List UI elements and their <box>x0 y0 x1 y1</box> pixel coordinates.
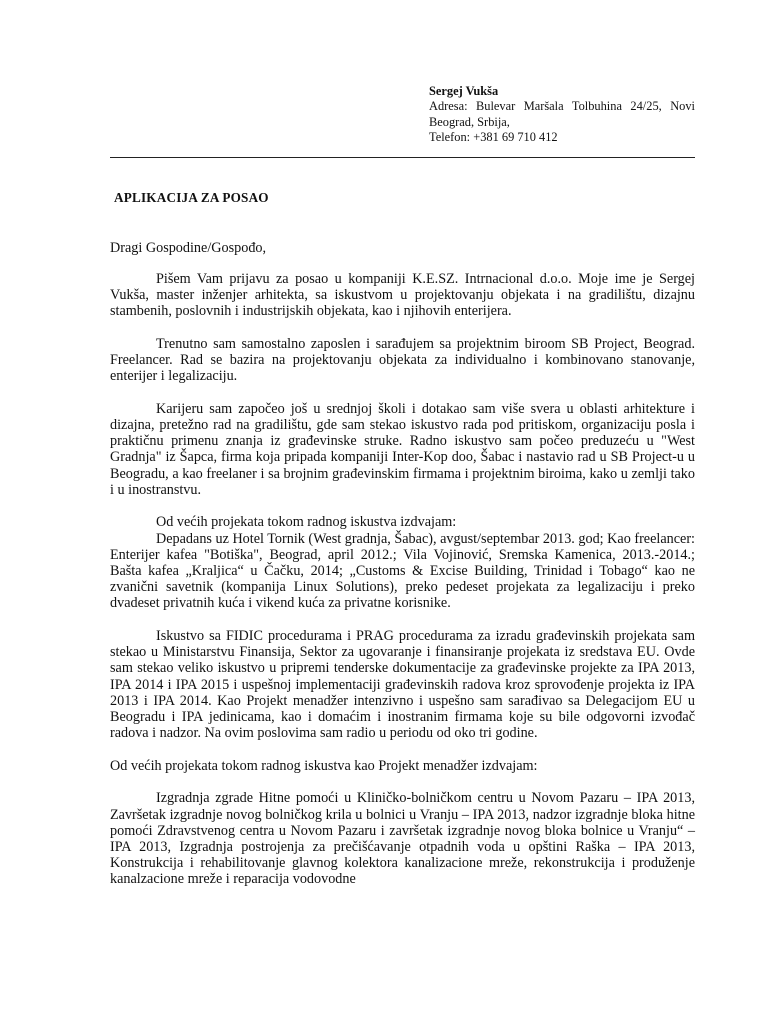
letter-body <box>110 240 695 904</box>
sender-phone: Telefon: +381 69 710 412 <box>429 129 558 144</box>
header-divider <box>110 157 695 158</box>
sender-name: Sergej Vukša <box>429 84 499 98</box>
paragraph-current-work: Trenutno sam samostalno zaposlen i sarađujem sa projektnim biroom SB Project, Beograd. Freelancer. Rad se bazira na projektovanju objekata za individualno i kombinovano stanovanje, enterijer i legalizaciju. <box>110 335 695 385</box>
paragraph-pm-intro: Od većih projekata tokom radnog iskustva kao Projekt menadžer izdvajam: <box>110 757 538 774</box>
paragraph-fidic-experience: Iskustvo sa FIDIC procedurama i PRAG procedurama za izradu građevinskih projekata sam stekao u Ministarstvu Finansija, Sektor za ugovaranje i finansiranje projekata iz sredstava EU. Ovde sam stekao veliko iskustvo u pripremi tenderske dokumentacije za građevinske projekte za IPA 2013, IPA 2014 i IPA 2015 i uspešnoj implementaciji građevinskih radova kroz sprovođenje projekta iz IPA 2013 i IPA 2014. Kao Projekt menadžer intenzivno i uspešno sam sarađivao sa Delegacijom EU u Beogradu i IPA jedinicama, kao i domaćim i inostranim firmama koje su bile odgovorni izvođač radova i nadzor. Na ovim poslovima sam radio u periodu od oko tri godine. <box>110 628 695 742</box>
paragraph-career: Karijeru sam započeo još u srednjoj školi i dotakao sam više svera u oblasti arhitekture i dizajna, pretežno rad na gradilištu, gde sam stekao iskustvo rada pod pritiskom, organizaciju posla i praktičnu primenu znanja iz građevinske struke. Radno iskustvo sam počeo preduzeću u "West Gradnja" iz Šapca, firma koja pripada kompaniji Inter-Kop doo, Šabac i nastavio rad u SB Project-u u Beogradu, a kao freelaner i sa brojnim građevinskim firmama i projektnim biroima, kako u zemlji tako i u inostranstvu. <box>110 400 695 498</box>
salutation: Dragi Gospodine/Gospođo, <box>110 240 267 256</box>
paragraph-projects-intro: Od većih projekata tokom radnog iskustva izdvajam: <box>156 514 457 531</box>
document-title: APLIKACIJA ZA POSAO <box>114 190 269 205</box>
paragraph-pm-projects-list: Izgradnja zgrade Hitne pomoći u Kliničko-bolničkom centru u Novom Pazaru – IPA 2013, Završetak izgradnje novog bolničkog krila u bolnici u Vranju – IPA 2013, nadzor izgradnje bloka hitne pomoći Zdravstvenog centra u Novom Pazaru i završetak izgradnje novog bloka bolnice u Vranju“ – IPA 2013, Izgradnja postrojenja za prečišćavanje otpadnih voda u opštini Raška – IPA 2013, Konstrukcija i rehabilitovanje glavnog kolektora kanalizacione mreže, rekonstrukcija i produženje kanalzacione mreže i reparacija vodovodne <box>110 790 695 888</box>
paragraph-projects-list: Depadans uz Hotel Tornik (West gradnja, Šabac), avgust/septembar 2013. god; Kao freelancer: Enterijer kafea "Botiška", Beograd, april 2012.; Vila Vojinović, Sremska Kamenica, 2013.-2014.; Bašta kafea „Kraljica“ u Čačku, 2014; „Customs & Excise Building, Trinidad i Tobago“ kao ne zvanični savetnik (kompanija Linux Solutions), preko pedeset projekata za legalizaciju i preko dvadeset privatnih kuća i vikend kuća za privatne korisnike. <box>110 530 695 612</box>
sender-block <box>429 84 695 145</box>
sender-address: Adresa: Bulevar Maršala Tolbuhina 24/25, Novi Beograd, Srbija, <box>429 99 695 129</box>
paragraph-intro: Pišem Vam prijavu za posao u kompaniji K.E.SZ. Intrnacional d.o.o. Moje ime je Sergej Vukša, master inženjer arhitekta, sa iskustvom u projektovanju objekata i na gradilištu, dizajnu stambenih, poslovnih i industrijskih objekata, kao i njihovih enterijera. <box>110 270 695 320</box>
